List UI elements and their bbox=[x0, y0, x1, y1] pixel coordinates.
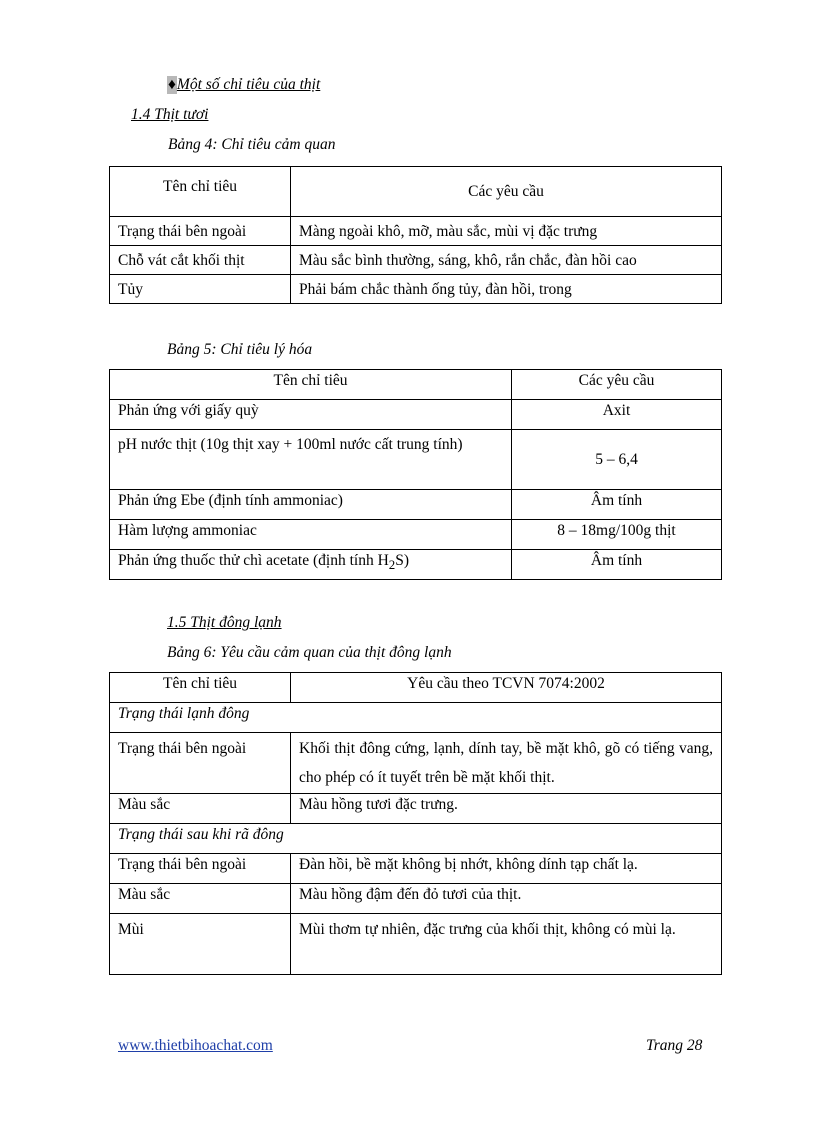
table-row bbox=[110, 246, 722, 275]
h2s-label-text: Phản ứng thuốc thử chì acetate (định tính H bbox=[118, 552, 389, 569]
table-cell: Màu sắc bình thường, sáng, khô, rắn chắc, đàn hồi cao bbox=[291, 246, 722, 275]
table-group-row bbox=[110, 703, 722, 733]
table-cell: Axit bbox=[512, 400, 722, 430]
table-cell: 8 – 18mg/100g thịt bbox=[512, 520, 722, 550]
table-row bbox=[110, 400, 722, 430]
subsection-heading-fresh-meat: 1.4 Thịt tươi bbox=[131, 106, 209, 123]
table4-caption: Bảng 4: Chỉ tiêu cảm quan bbox=[168, 136, 336, 153]
section-heading bbox=[167, 76, 320, 94]
table-cell: Mùi thơm tự nhiên, đặc trưng của khối thịt, không có mùi lạ. bbox=[291, 914, 722, 975]
table-header-cell: Yêu cầu theo TCVN 7074:2002 bbox=[291, 673, 722, 703]
table4-sensory bbox=[109, 166, 722, 304]
section-heading-text: Một số chỉ tiêu của thịt bbox=[176, 76, 321, 93]
table-group-cell: Trạng thái sau khi rã đông bbox=[110, 824, 722, 854]
table-group-row bbox=[110, 824, 722, 854]
table-row bbox=[110, 854, 722, 884]
page-number: Trang 28 bbox=[646, 1037, 703, 1054]
table-row bbox=[110, 794, 722, 824]
table-header-cell: Tên chỉ tiêu bbox=[110, 673, 291, 703]
table-cell: Chỗ vát cắt khối thịt bbox=[110, 246, 291, 275]
table-cell: Màng ngoài khô, mỡ, màu sắc, mùi vị đặc trưng bbox=[291, 217, 722, 246]
table-cell: Phải bám chắc thành ống tủy, đàn hồi, trong bbox=[291, 275, 722, 304]
h2s-subscript: 2 bbox=[388, 557, 396, 573]
table-row bbox=[110, 884, 722, 914]
table-row bbox=[110, 275, 722, 304]
table-header-row bbox=[110, 167, 722, 217]
table-row bbox=[110, 520, 722, 550]
table-header-cell: Các yêu cầu bbox=[291, 167, 722, 217]
table-cell: Màu hồng đậm đến đỏ tươi của thịt. bbox=[291, 884, 722, 914]
table6-caption: Bảng 6: Yêu cầu cảm quan của thịt đông lạnh bbox=[167, 644, 452, 661]
table-cell: Âm tính bbox=[512, 550, 722, 580]
table-cell: Khối thịt đông cứng, lạnh, dính tay, bề mặt khô, gõ có tiếng vang, cho phép có ít tuyết trên bề mặt khối thịt. bbox=[291, 733, 722, 794]
table5-physicochemical bbox=[109, 369, 722, 580]
table-row bbox=[110, 550, 722, 580]
table-row bbox=[110, 217, 722, 246]
table-cell: Trạng thái bên ngoài bbox=[110, 854, 291, 884]
table-cell: Tủy bbox=[110, 275, 291, 304]
table-cell: Phản ứng Ebe (định tính ammoniac) bbox=[110, 490, 512, 520]
table-row bbox=[110, 430, 722, 490]
table-cell: 5 – 6,4 bbox=[512, 430, 722, 490]
table-cell: Màu sắc bbox=[110, 884, 291, 914]
table-cell: Phản ứng với giấy quỳ bbox=[110, 400, 512, 430]
table-cell: Màu sắc bbox=[110, 794, 291, 824]
table-cell: Trạng thái bên ngoài bbox=[110, 217, 291, 246]
table-cell: pH nước thịt (10g thịt xay + 100ml nước cất trung tính) bbox=[110, 430, 512, 490]
table-header-cell: Tên chỉ tiêu bbox=[110, 370, 512, 400]
table-cell: Âm tính bbox=[512, 490, 722, 520]
table-group-cell: Trạng thái lạnh đông bbox=[110, 703, 722, 733]
table5-caption: Bảng 5: Chỉ tiêu lý hóa bbox=[167, 341, 313, 358]
table6-frozen-sensory bbox=[109, 672, 722, 975]
subsection-heading-frozen-meat: 1.5 Thịt đông lạnh bbox=[167, 614, 282, 631]
table-cell: Mùi bbox=[110, 914, 291, 975]
table-row bbox=[110, 914, 722, 975]
table-header-row bbox=[110, 673, 722, 703]
table-cell: Màu hồng tươi đặc trưng. bbox=[291, 794, 722, 824]
table-cell: Trạng thái bên ngoài bbox=[110, 733, 291, 794]
diamond-bullet-icon: ♦ bbox=[168, 76, 176, 93]
table-header-cell: Tên chỉ tiêu bbox=[110, 167, 291, 217]
h2s-label-tail: S) bbox=[395, 552, 410, 569]
table-row bbox=[110, 733, 722, 794]
table-cell: Đàn hồi, bề mặt không bị nhớt, không dính tạp chất lạ. bbox=[291, 854, 722, 884]
table-cell bbox=[110, 550, 512, 580]
table-header-row bbox=[110, 370, 722, 400]
table-header-cell: Các yêu cầu bbox=[512, 370, 722, 400]
table-cell: Hàm lượng ammoniac bbox=[110, 520, 512, 550]
table-row bbox=[110, 490, 722, 520]
footer-website-link[interactable]: www.thietbihoachat.com bbox=[118, 1037, 273, 1054]
